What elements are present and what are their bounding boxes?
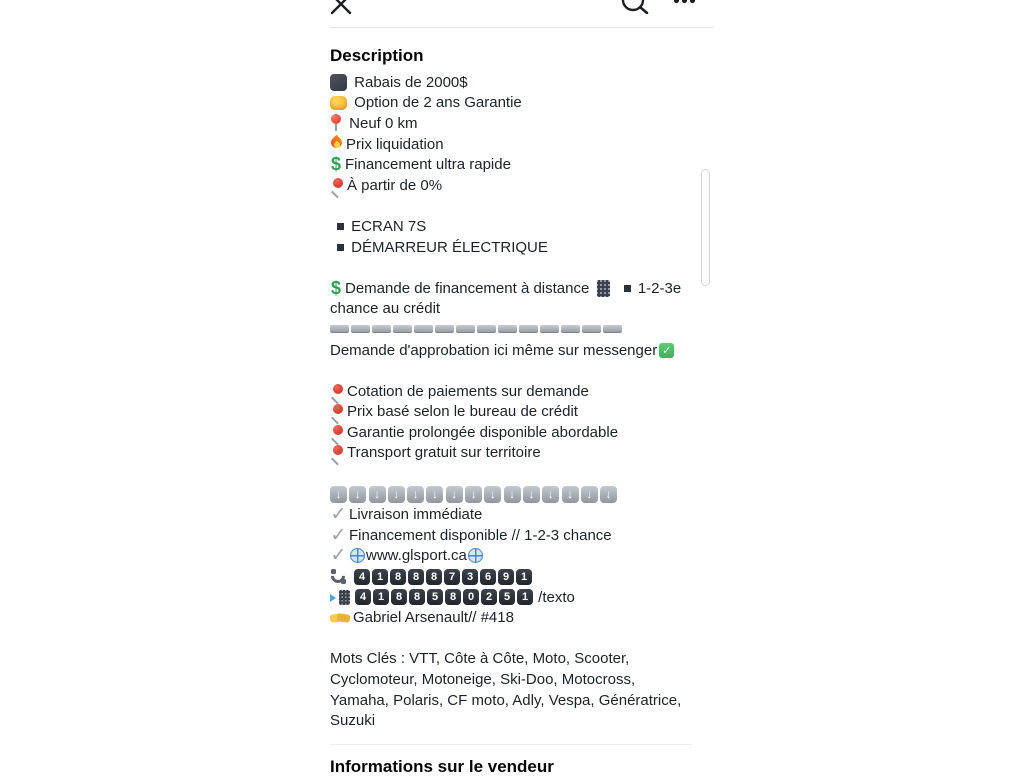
pushpin-icon (330, 444, 344, 461)
description-heading: Description (330, 46, 424, 65)
seller-info-heading: Informations sur le vendeur (330, 757, 554, 776)
description-lines (330, 72, 702, 731)
pushpin-icon (330, 383, 344, 400)
keycap-digit-icon: 3 (462, 569, 478, 585)
dot (682, 0, 687, 3)
keycap-digit-icon: 8 (426, 569, 442, 585)
description-text (330, 239, 334, 256)
description-line (330, 237, 702, 258)
keycap-digit-icon: 8 (408, 569, 424, 585)
bottom-divider (330, 744, 692, 745)
bar-icon (456, 325, 475, 333)
check-gray-icon (330, 506, 347, 523)
description-line (330, 587, 702, 608)
description-text: Financement ultra rapide (345, 156, 511, 174)
description-line (330, 669, 702, 690)
black-square-icon (330, 74, 347, 91)
bar-icon (519, 325, 538, 333)
description-text: Transport gratuit sur territoire (347, 444, 541, 462)
globe-icon (468, 548, 483, 563)
description-line (330, 340, 702, 361)
description-text: Livraison immédiate (349, 506, 483, 524)
description-line (330, 113, 702, 134)
keycap-digit-icon: 8 (445, 589, 461, 605)
description-line (330, 484, 702, 505)
down-arrow-icon (426, 486, 443, 503)
down-arrow-icon (369, 486, 386, 503)
telephone-icon (330, 568, 348, 585)
description-line (330, 360, 702, 381)
bar-icon (477, 325, 496, 333)
description-text: Demande de financement à distance (345, 279, 594, 297)
down-arrow-icon (465, 486, 482, 503)
description-line (330, 504, 702, 525)
description-line (330, 463, 702, 484)
bar-icon (603, 325, 622, 333)
pushpin-icon (330, 403, 344, 420)
description-line (330, 134, 702, 155)
down-arrow-icon (446, 486, 463, 503)
small-square-icon (624, 285, 631, 292)
bar-icon (372, 325, 391, 333)
description-line (330, 690, 702, 711)
description-text: Gabriel Arsenault// #418 (353, 609, 514, 627)
bar-icon (414, 325, 433, 333)
bar-icon (330, 325, 349, 333)
keycap-digit-icon: 8 (391, 589, 407, 605)
description-text: Neuf 0 km (345, 114, 418, 132)
description-text: /texto (534, 588, 575, 606)
description-line (330, 381, 702, 402)
keycap-digit-icon: 8 (409, 589, 425, 605)
description-line (330, 649, 702, 670)
description-text: Garantie prolongée disponible abordable (347, 423, 619, 441)
description-text: www.glsport.ca (366, 547, 467, 565)
bar-icon (540, 325, 559, 333)
down-arrow-icon (600, 486, 617, 503)
description-line (330, 710, 702, 731)
description-line (330, 299, 702, 320)
description-line (330, 525, 702, 546)
phone-mobile-icon (597, 280, 610, 297)
check-green-icon (659, 343, 674, 358)
description-line (330, 628, 702, 649)
description-line (330, 175, 702, 196)
description-line (330, 319, 702, 340)
description-text: chance au crédit (330, 300, 441, 318)
description-line (330, 257, 702, 278)
pushpin-icon (330, 177, 344, 194)
bar-icon (435, 325, 454, 333)
dot (674, 0, 679, 3)
bar-icon (582, 325, 601, 333)
fist-icon (330, 96, 347, 110)
description-line (330, 216, 702, 237)
keycap-digit-icon: 1 (372, 569, 388, 585)
description-text: Cyclomoteur, Motoneige, Ski-Doo, Motocross, (330, 671, 636, 689)
keycap-digit-icon: 9 (498, 569, 514, 585)
down-arrow-icon (504, 486, 521, 503)
description-line (330, 93, 702, 114)
down-arrow-icon (388, 486, 405, 503)
small-square-icon (337, 244, 344, 251)
bar-icon (498, 325, 517, 333)
fire-icon (330, 136, 344, 152)
description-text: Yamaha, Polaris, CF moto, Adly, Vespa, Génératrice, (330, 691, 682, 709)
bar-icon (561, 325, 580, 333)
bar-icon (393, 325, 412, 333)
close-icon[interactable] (329, 0, 353, 16)
description-line (330, 607, 702, 628)
down-arrow-icon (407, 486, 424, 503)
keycap-digit-icon: 8 (390, 569, 406, 585)
down-arrow-icon (542, 486, 559, 503)
description-text: Suzuki (330, 712, 376, 730)
keycap-digit-icon: 1 (373, 589, 389, 605)
description-line (330, 72, 702, 93)
keycap-digit-icon: 7 (444, 569, 460, 585)
description-text: À partir de 0% (347, 176, 443, 194)
description-line (330, 196, 702, 217)
small-square-icon (337, 223, 344, 230)
more-horizontal-icon[interactable] (674, 0, 698, 6)
description-line (330, 443, 702, 464)
description-line (330, 566, 702, 587)
description-line (330, 278, 702, 299)
description-line (330, 154, 702, 175)
down-arrow-icon (562, 486, 579, 503)
pushpin-icon (330, 424, 344, 441)
description-line (330, 422, 702, 443)
round-pushpin-icon (330, 114, 342, 132)
check-gray-icon (330, 547, 347, 564)
phone-arrow-icon (339, 590, 350, 605)
topbar (0, 0, 1024, 28)
keycap-digit-icon: 4 (355, 589, 371, 605)
description-text (330, 218, 334, 235)
keycap-digit-icon: 2 (481, 589, 497, 605)
dollar-icon (330, 278, 342, 299)
handshake-icon (330, 611, 350, 624)
description-text (613, 280, 621, 297)
description-text: Mots Clés : VTT, Côte à Côte, Moto, Scooter, (330, 650, 630, 668)
dot (690, 0, 695, 3)
description-line (330, 546, 702, 567)
description-text: DÉMARREUR ÉLECTRIQUE (351, 238, 548, 256)
keycap-digit-icon: 5 (427, 589, 443, 605)
top-divider (330, 27, 714, 28)
description-text: Cotation de paiements sur demande (347, 382, 589, 400)
search-icon[interactable] (620, 0, 650, 14)
check-gray-icon (330, 527, 347, 544)
description-text: ECRAN 7S (351, 217, 427, 235)
scrollbar-thumb[interactable] (701, 169, 710, 286)
globe-icon (350, 548, 365, 563)
description-text: Option de 2 ans Garantie (350, 94, 522, 112)
keycap-digit-icon: 6 (480, 569, 496, 585)
bar-icon (351, 325, 370, 333)
down-arrow-icon (349, 486, 366, 503)
down-arrow-icon (484, 486, 501, 503)
description-text: Demande d'approbation ici même sur messenger (330, 341, 658, 359)
description-text: Prix basé selon le bureau de crédit (347, 403, 578, 421)
description-text: Rabais de 2000$ (350, 73, 468, 91)
description-line (330, 402, 702, 423)
dollar-icon (330, 154, 342, 175)
keycap-digit-icon: 4 (354, 569, 370, 585)
description-text: Prix liquidation (346, 135, 444, 153)
description-text: 1-2-3e (637, 279, 682, 297)
down-arrow-icon (581, 486, 598, 503)
keycap-digit-icon: 0 (463, 589, 479, 605)
keycap-digit-icon: 5 (499, 589, 515, 605)
description-text: Financement disponible // 1-2-3 chance (349, 526, 612, 544)
down-arrow-icon (523, 486, 540, 503)
keycap-digit-icon: 1 (517, 589, 533, 605)
down-arrow-icon (330, 486, 347, 503)
keycap-digit-icon: 1 (516, 569, 532, 585)
